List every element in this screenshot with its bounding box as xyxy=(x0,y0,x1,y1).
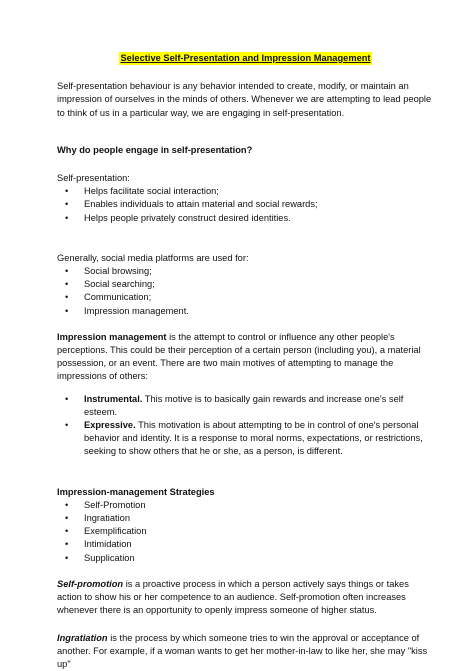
bullet-icon: • xyxy=(65,212,68,225)
list-item: • Social browsing; xyxy=(57,265,434,278)
ingratiation-paragraph: Ingratiation is the process by which someone tries to win the approval or acceptance of another. For example, if a woman wants to get her mother-in-law to like her, she may "kiss up" xyxy=(57,632,434,671)
motives-list xyxy=(57,393,434,459)
bullet-icon: • xyxy=(65,525,68,538)
list-item: • Impression management. xyxy=(57,305,434,318)
why-heading: Why do people engage in self-presentation? xyxy=(57,144,434,157)
bullet-icon: • xyxy=(65,185,68,198)
bullet-icon: • xyxy=(65,499,68,512)
intro-paragraph: Self-presentation behaviour is any behavior intended to create, modify, or maintain an impression of ourselves in the minds of others. Whenever we are attempting to lead people to think of us in a particular way, we are engaging in self-presentation. xyxy=(57,80,434,120)
list-item: • Self-Promotion xyxy=(57,499,434,512)
bullet-icon: • xyxy=(65,291,68,304)
list-item: • Enables individuals to attain material and social rewards; xyxy=(57,198,434,211)
title-wrap xyxy=(57,52,434,65)
self-promotion-paragraph: Self-promotion is a proactive process in which a person actively says things or takes action to show his or her competence to an audience. Self-promotion often increases whenever there is an opportunity to openly impress someone of higher status. xyxy=(57,578,434,618)
bullet-icon: • xyxy=(65,305,68,318)
bullet-icon: • xyxy=(65,393,68,406)
social-media-list xyxy=(57,265,434,318)
self-promotion-term: Self-promotion xyxy=(57,579,123,589)
bullet-icon: • xyxy=(65,538,68,551)
bullet-icon: • xyxy=(65,278,68,291)
list-item: • Helps facilitate social interaction; xyxy=(57,185,434,198)
list-item: • Exemplification xyxy=(57,525,434,538)
strategies-list xyxy=(57,499,434,565)
self-presentation-list xyxy=(57,185,434,225)
list-item: • Ingratiation xyxy=(57,512,434,525)
bullet-icon: • xyxy=(65,552,68,565)
list-item: • Intimidation xyxy=(57,538,434,551)
list-item: • Social searching; xyxy=(57,278,434,291)
list-item: • Communication; xyxy=(57,291,434,304)
list-item: • Expressive. This motivation is about attempting to be in control of one's personal behavior and identity. It is a response to moral norms, expectations, or restrictions, seeking to show others that he or she, as a person, is different. xyxy=(57,419,434,459)
social-media-label: Generally, social media platforms are used for: xyxy=(57,252,434,265)
document-title: Selective Self-Presentation and Impression Management xyxy=(119,52,371,65)
list-item: • Supplication xyxy=(57,552,434,565)
bullet-icon: • xyxy=(65,419,68,432)
strategies-heading: Impression-management Strategies xyxy=(57,486,434,499)
ingratiation-term: Ingratiation xyxy=(57,633,108,643)
impression-management-paragraph: Impression management is the attempt to control or influence any other people's perceptions. This could be their perception of a certain person (including you), a material possession, or an event. There are two main motives of attempting to manage the impressions of others: xyxy=(57,331,434,384)
list-item: • Helps people privately construct desired identities. xyxy=(57,212,434,225)
bullet-icon: • xyxy=(65,265,68,278)
bullet-icon: • xyxy=(65,512,68,525)
bullet-icon: • xyxy=(65,198,68,211)
self-presentation-label: Self-presentation: xyxy=(57,172,434,185)
list-item: • Instrumental. This motive is to basically gain rewards and increase one's self esteem. xyxy=(57,393,434,419)
impression-management-term: Impression management xyxy=(57,332,167,342)
